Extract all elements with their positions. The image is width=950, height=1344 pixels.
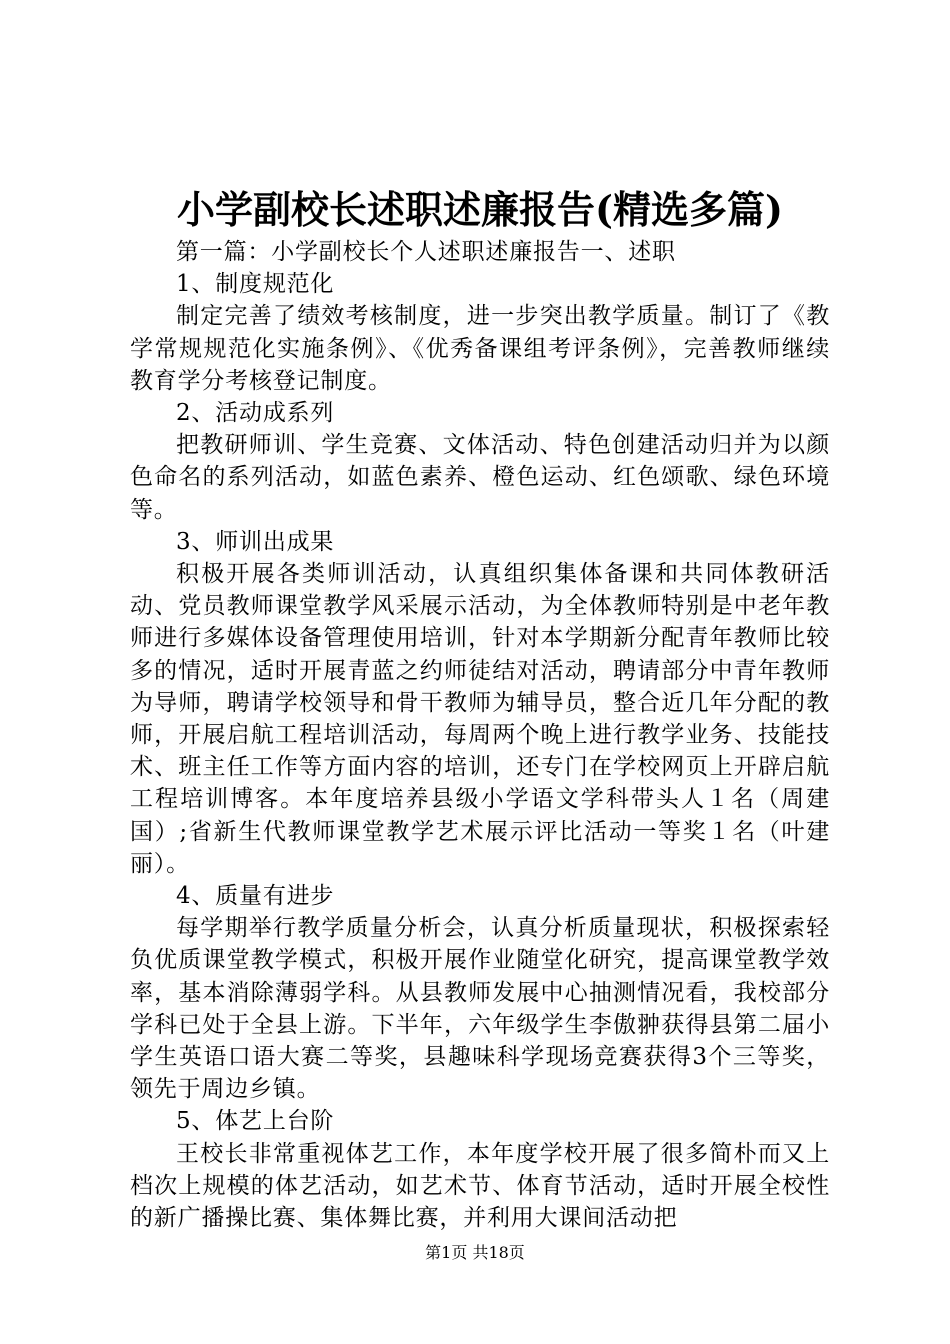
body-paragraph: 每学期举行教学质量分析会，认真分析质量现状，积极探索轻负优质课堂教学模式，积极开展作业随堂化研究，提高课堂教学效率，基本消除薄弱学科。从县教师发展中心抽测情况看，我校部分学科已处于全县上游。下半年，六年级学生李傲翀获得县第二届小学生英语口语大赛二等奖，县趣味科学现场竞赛获得3个三等奖，领先于周边乡镇。 [130, 915, 830, 1103]
document-body [130, 236, 830, 1234]
subsection-heading: 3、师训出成果 [176, 528, 335, 555]
subsection-heading: 2、活动成系列 [176, 400, 335, 427]
body-paragraph: 王校长非常重视体艺工作，本年度学校开展了很多简朴而又上档次上规模的体艺活动，如艺术节、体育节活动，适时开展全校性的新广播操比赛、集体舞比赛，并利用大课间活动把 [130, 1140, 830, 1232]
body-paragraph: 制定完善了绩效考核制度，进一步突出教学质量。制订了《教学常规规范化实施条例》、《优秀备课组考评条例》，完善教师继续教育学分考核登记制度。 [130, 303, 830, 394]
subsection-heading: 5、体艺上台阶 [176, 1108, 335, 1135]
page-footer: 第1页 共18页 [425, 1243, 525, 1262]
document-title: 小学副校长述职述廉报告(精选多篇) [177, 187, 783, 232]
section-heading: 第一篇：小学副校长个人述职述廉报告一、述职 [176, 239, 676, 265]
subsection-heading: 1、制度规范化 [176, 271, 335, 298]
body-paragraph: 把教研师训、学生竞赛、文体活动、特色创建活动归并为以颜色命名的系列活动，如蓝色素养、橙色运动、红色颂歌、绿色环境等。 [130, 432, 830, 523]
subsection-heading: 4、质量有进步 [176, 883, 335, 910]
body-paragraph: 积极开展各类师训活动，认真组织集体备课和共同体教研活动、党员教师课堂教学风采展示活动，为全体教师特别是中老年教师进行多媒体设备管理使用培训，针对本学期新分配青年教师比较多的情况，适时开展青蓝之约师徒结对活动，聘请部分中青年教师为导师，聘请学校领导和骨干教师为辅导员，整合近几年分配的教师，开展启航工程培训活动，每周两个晚上进行教学业务、技能技术、班主任工作等方面内容的培训，还专门在学校网页上开辟启航工程培训博客。本年度培养县级小学语文学科带头人１名（周建国）;省新生代教师课堂教学艺术展示评比活动一等奖１名（叶建丽）。 [130, 561, 830, 877]
